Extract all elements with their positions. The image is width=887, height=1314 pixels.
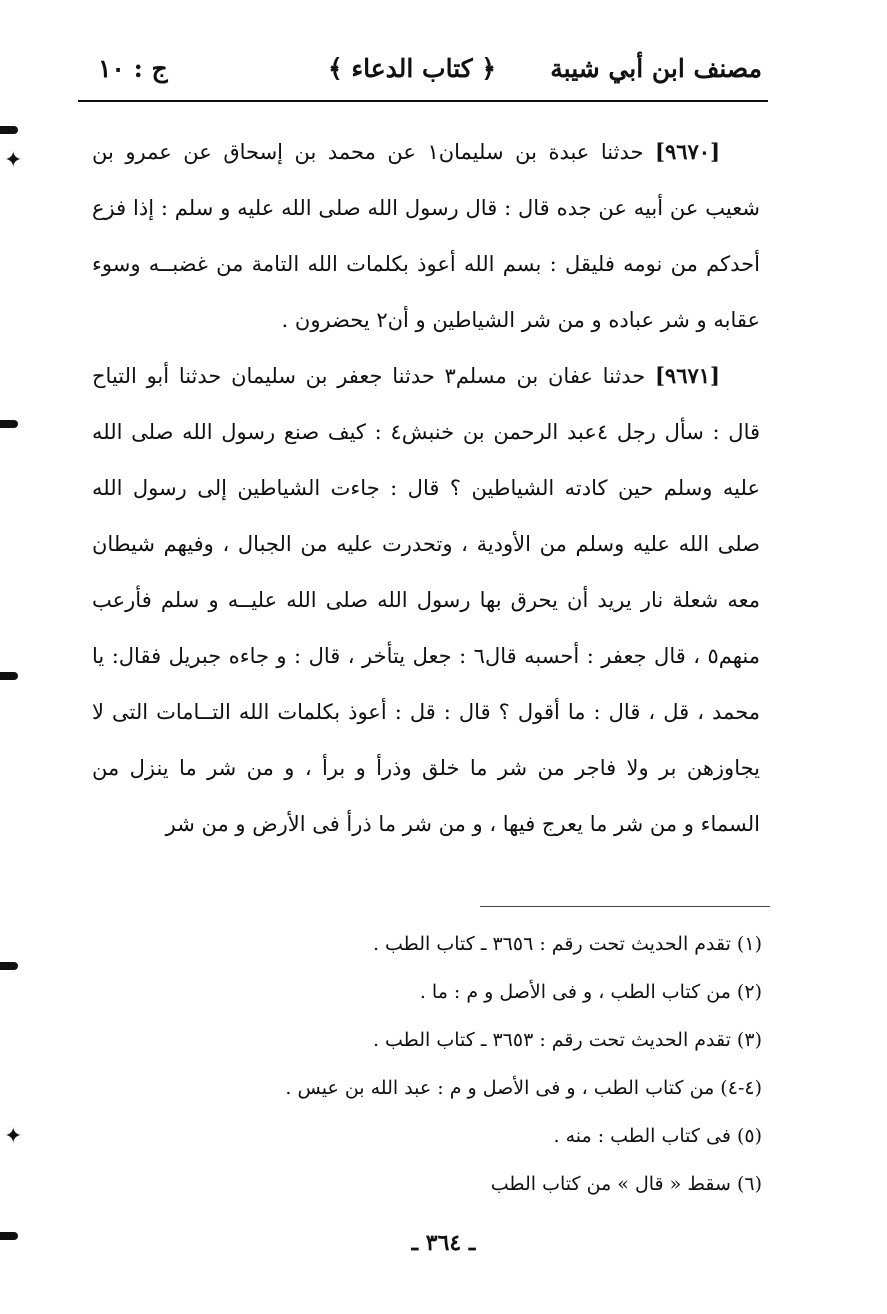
main-text [92, 124, 760, 852]
footnote: (٣) تقدم الحديث تحت رقم : ٣٦٥٣ ـ كتاب الطب . [372, 1029, 762, 1051]
hadith-paragraph [92, 124, 760, 348]
binding-mark [0, 420, 18, 428]
footnote: (٦) سقط « قال » من كتاب الطب [490, 1173, 762, 1195]
hadith-text: حدثنا عفان بن مسلم٣ حدثنا جعفر بن سليمان حدثنا أبو التياح قال : سأل رجل ٤عبد الرحمن بن خنبش٤ : كيف صنع رسول الله صلى الله عليه وسلم حين كادته الشياطين ؟ قال : جاءت الشياطين إلى رسول الله صلى الله عليه وسلم من الأودية ، وتحدرت عليه من الجبال ، وفيهم شيطان معه شعلة نار يريد أن يحرق بها رسول الله صلى الله عليــه و سلم فأرعب منهم٥ ، قال جعفر : أحسبه قال٦ : جعل يتأخر ، قال : و جاءه جبريل فقال: يا محمد ، قل ، قال : ما أقول ؟ قال : قل : أعوذ بكلمات الله التــامات التى لا يجاوزهن بر ولا فاجر من شر ما خلق وذرأ و برأ ، و من شر ما ينزل من السماء و من شر ما يعرج فيها ، و من شر ما ذرأ فى الأرض و من شر [92, 364, 761, 836]
section-title: ﴿ كتاب الدعاء ﴾ [328, 54, 496, 83]
binding-mark [0, 672, 18, 680]
hadith-paragraph [92, 348, 760, 852]
binding-mark [0, 126, 18, 134]
footnotes [150, 920, 762, 1208]
binding-mark [0, 1232, 18, 1240]
binding-star-icon: ✦ [4, 1124, 23, 1149]
hadith-number: [٩٦٧١] [654, 363, 720, 388]
footnote-rule [480, 906, 770, 907]
book-title: مصنف ابن أبي شيبة [550, 54, 762, 83]
binding-mark [0, 962, 18, 970]
footnote: (٤-٤) من كتاب الطب ، و فى الأصل و م : عبد الله بن عيس . [285, 1077, 762, 1099]
footnote: (١) تقدم الحديث تحت رقم : ٣٦٥٦ ـ كتاب الطب . [372, 933, 762, 955]
running-header [78, 48, 766, 98]
hadith-number: [٩٦٧٠] [655, 139, 720, 164]
footnote: (٥) فى كتاب الطب : منه . [553, 1125, 762, 1147]
footnote: (٢) من كتاب الطب ، و فى الأصل و م : ما . [419, 981, 762, 1003]
header-rule [78, 100, 768, 102]
page-number: ـ ٣٦٤ ـ [411, 1230, 476, 1256]
hadith-text: حدثنا عبدة بن سليمان١ عن محمد بن إسحاق عن عمرو بن شعيب عن أبيه عن جده قال : قال رسول الله صلى الله عليه و سلم : إذا فزع أحدكم من نومه فليقل : بسم الله أعوذ بكلمات الله التامة من غضبــه وسوء عقابه و شر عباده و من شر الشياطين و أن٢ يحضرون . [92, 140, 760, 332]
volume-number: ج : ١٠ [98, 54, 168, 83]
binding-star-icon: ✦ [4, 148, 23, 173]
